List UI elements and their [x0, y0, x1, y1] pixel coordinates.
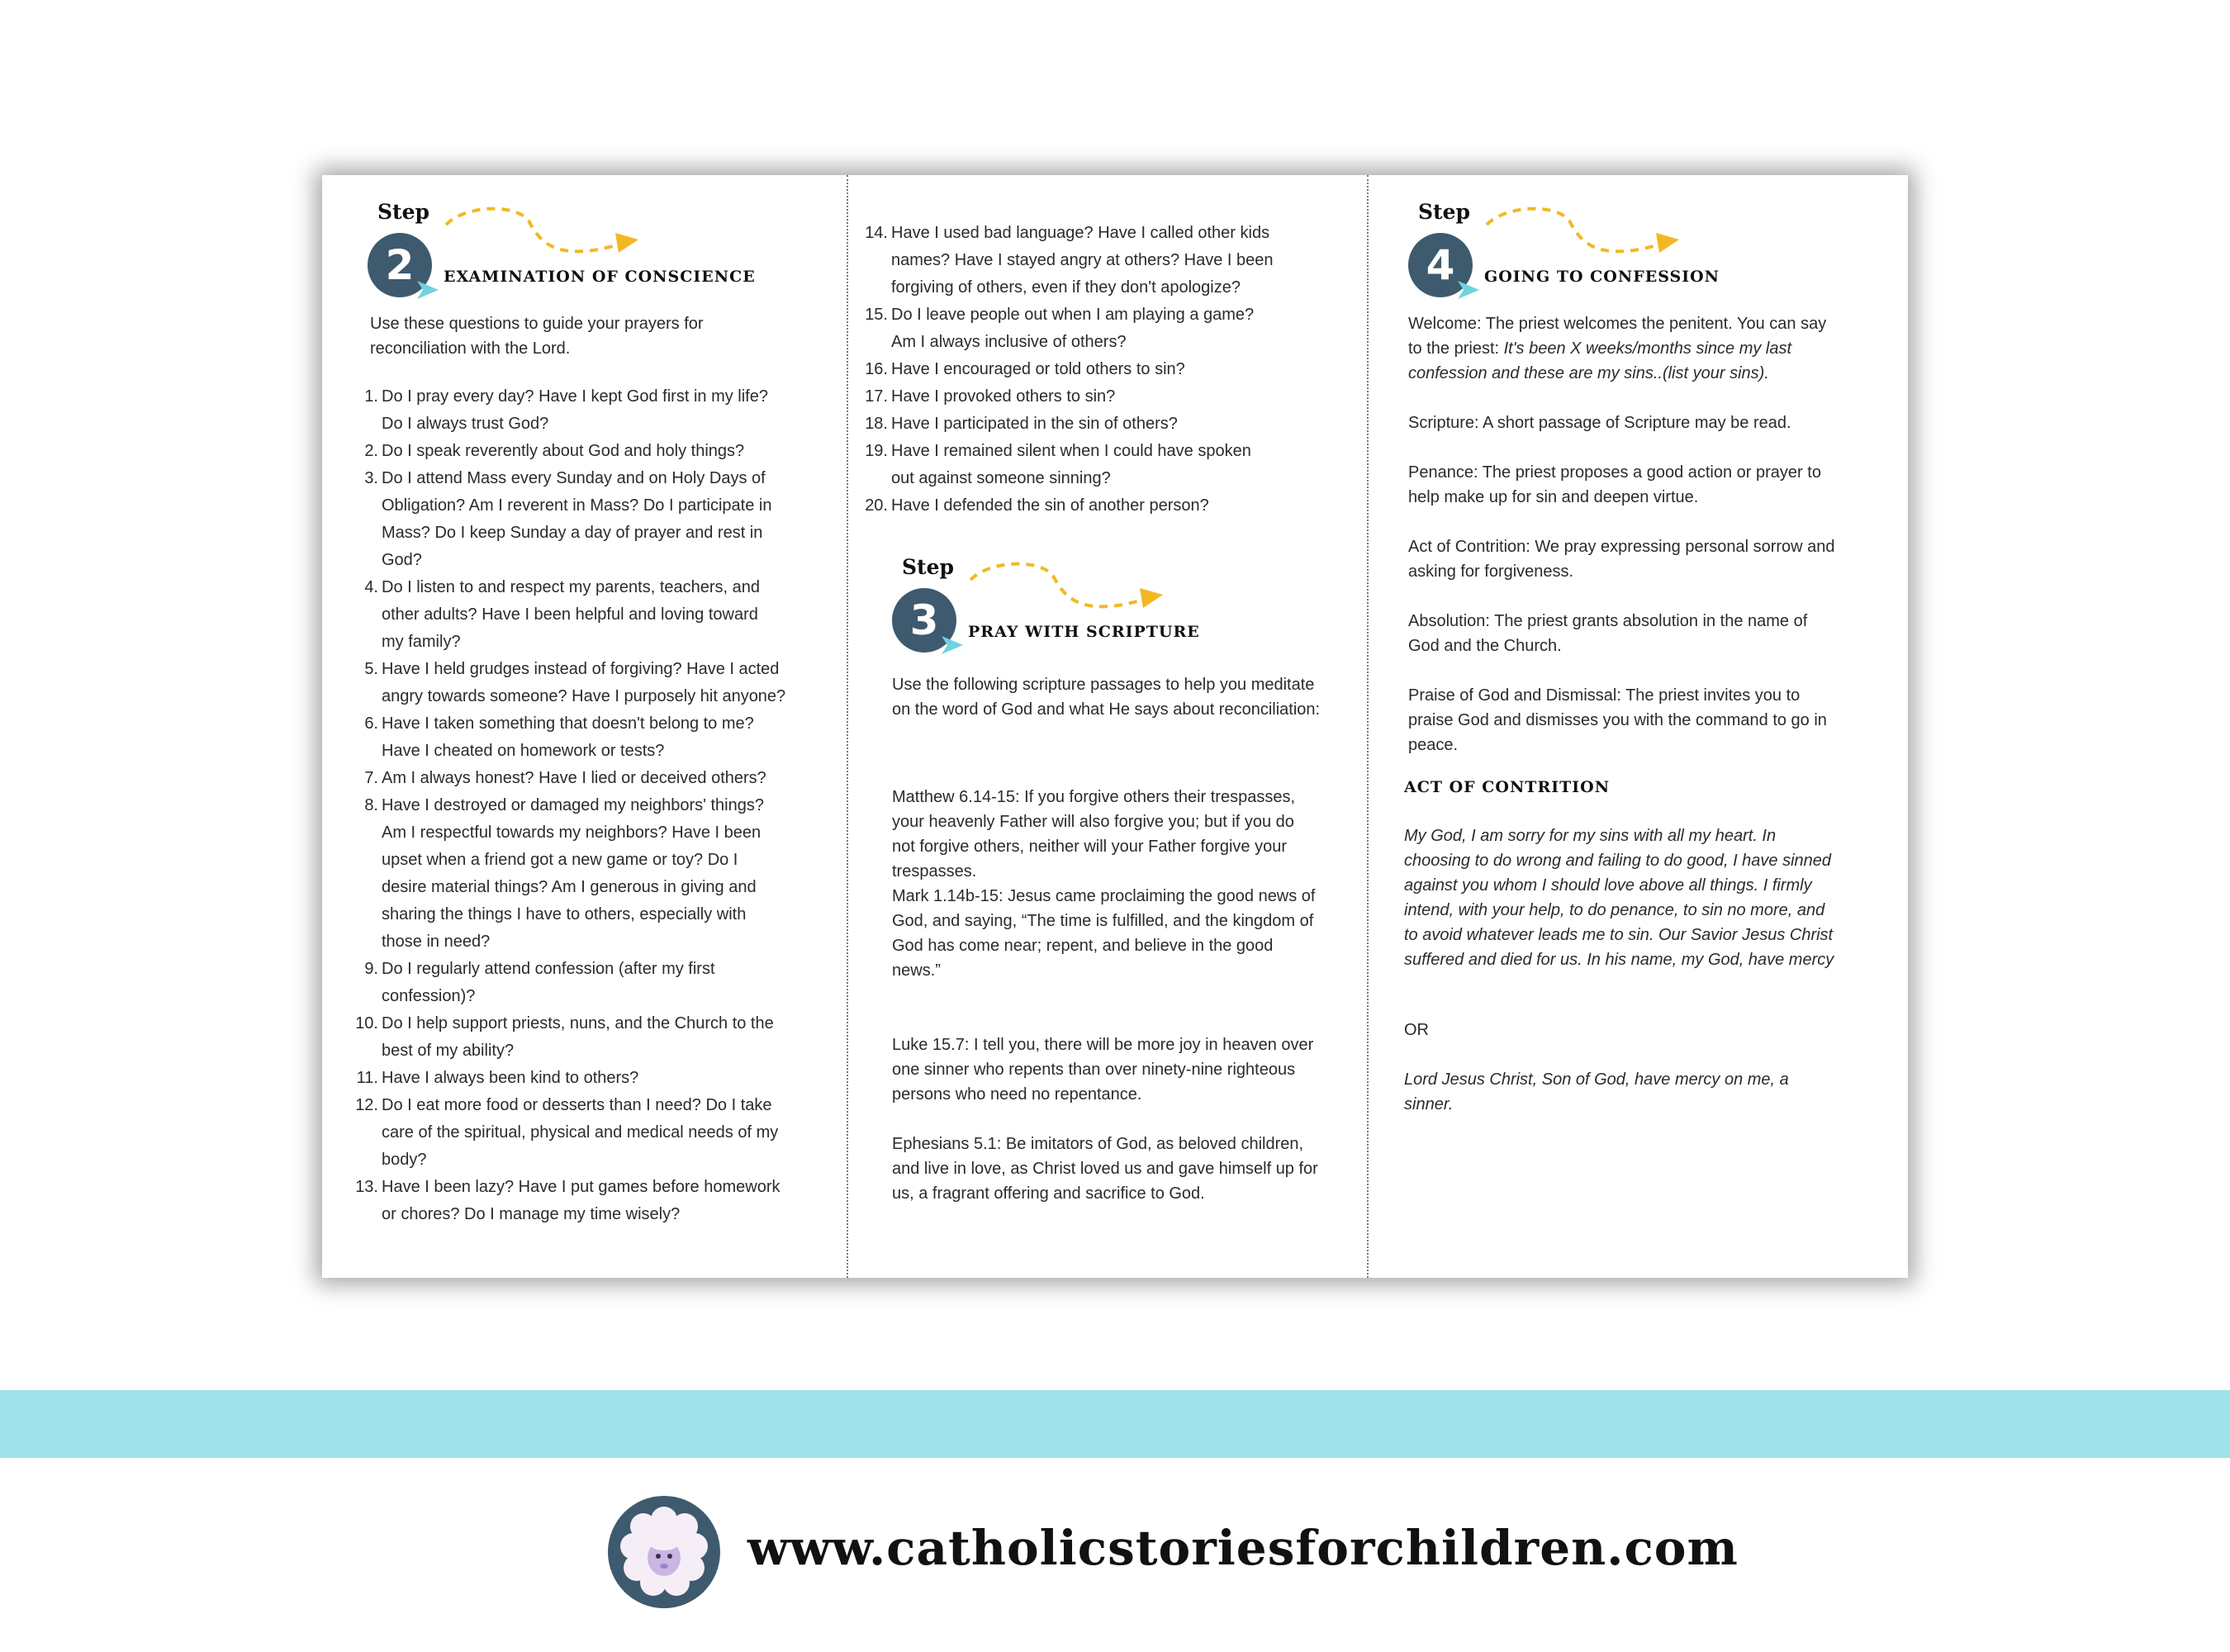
question-line: Have I remained silent when I could have spoken: [891, 442, 1251, 460]
question-number: 8.: [364, 796, 378, 814]
question-item: [353, 656, 833, 710]
step-title: PRAY WITH SCRIPTURE: [968, 623, 1200, 641]
question-item: [353, 1092, 833, 1174]
question-item: [863, 438, 1355, 492]
column-step-3: [847, 175, 1369, 1278]
question-number: 18.: [865, 415, 888, 433]
dashed-arrow-icon: [442, 200, 640, 266]
question-line: Mass? Do I keep Sunday a day of prayer and rest in: [382, 524, 763, 542]
absolution-paragraph: Absolution: The priest grants absolution in the name of God and the Church.: [1408, 612, 1808, 655]
question-line: Am I respectful towards my neighbors? Have I been: [382, 824, 762, 842]
step-label: Step: [377, 200, 429, 224]
footer-band: [0, 1390, 2230, 1458]
question-line: best of my ability?: [382, 1042, 515, 1060]
question-line: out against someone sinning?: [891, 469, 1111, 487]
question-number: 4.: [364, 578, 378, 596]
question-number: 11.: [356, 1069, 378, 1087]
question-line: Do I regularly attend confession (after my first: [382, 960, 715, 978]
column-step-2: [322, 175, 848, 1278]
question-line: names? Have I stayed angry at others? Have I been: [891, 251, 1274, 269]
question-line: Am I always honest? Have I lied or deceived others?: [382, 769, 766, 787]
question-line: Have I been lazy? Have I put games before homework: [382, 1178, 780, 1196]
question-item: [353, 465, 833, 574]
question-item: [353, 710, 833, 765]
question-line: Do I always trust God?: [382, 415, 549, 433]
badge-tick-icon: [415, 279, 440, 301]
question-line: Have I defended the sin of another person?: [891, 496, 1209, 515]
question-item: [353, 574, 833, 656]
act-of-contrition-heading: ACT OF CONTRITION: [1404, 778, 1611, 796]
question-line: Do I listen to and respect my parents, teachers, and: [382, 578, 761, 596]
step-3-header: [892, 555, 1321, 662]
question-line: those in need?: [382, 933, 491, 951]
step-3-intro: Use the following scripture passages to help you meditate on the word of God and what He says about reconciliation:: [892, 676, 1321, 719]
question-item: [863, 383, 1355, 411]
question-number: 12.: [355, 1096, 378, 1114]
question-line: Do I leave people out when I am playing a game?: [891, 306, 1255, 324]
or-divider: OR: [1404, 1021, 1429, 1039]
question-line: Do I eat more food or desserts than I need? Do I take: [382, 1096, 772, 1114]
welcome-paragraph: [1408, 311, 1838, 386]
question-number: 17.: [865, 387, 888, 406]
question-line: Have I participated in the sin of others?: [891, 415, 1178, 433]
question-line: God?: [382, 551, 422, 569]
welcome-quote: It's been X weeks/months since my last confession and these are my sins..(list your sins).: [1408, 339, 1792, 382]
question-number: 5.: [364, 660, 378, 678]
scripture-passage: Mark 1.14b-15: Jesus came proclaiming the good news of God, and saying, “The time is fulfilled, and the kingdom of God has come near; repent, and believe in the good news.”: [892, 887, 1316, 980]
question-number: 9.: [364, 960, 378, 978]
step-title: EXAMINATION OF CONSCIENCE: [444, 268, 756, 286]
question-number: 7.: [364, 769, 378, 787]
question-number: 10.: [355, 1014, 378, 1032]
dashed-arrow-icon: [1483, 200, 1681, 266]
question-line: Obligation? Am I reverent in Mass? Do I participate in: [382, 496, 772, 515]
short-prayer: Lord Jesus Christ, Son of God, have mercy on me, a sinner.: [1404, 1070, 1789, 1113]
step-number-badge: 4: [1408, 233, 1473, 297]
question-line: desire material things? Am I generous in giving and: [382, 878, 757, 896]
question-line: other adults? Have I been helpful and loving toward: [382, 605, 758, 624]
question-item: [353, 956, 833, 1010]
question-line: confession)?: [382, 987, 476, 1005]
step-number-badge: 2: [368, 233, 432, 297]
question-item: [353, 1010, 833, 1065]
question-number: 16.: [865, 360, 888, 378]
question-line: Do I attend Mass every Sunday and on Holy Days of: [382, 469, 766, 487]
penance-paragraph: Penance: The priest proposes a good action or prayer to help make up for sin and deepen virtue.: [1408, 463, 1821, 506]
question-item: [353, 438, 833, 465]
question-line: Am I always inclusive of others?: [891, 333, 1127, 351]
question-line: Have I encouraged or told others to sin?: [891, 360, 1185, 378]
question-line: Have I always been kind to others?: [382, 1069, 639, 1087]
question-line: Have I destroyed or damaged my neighbors' things?: [382, 796, 764, 814]
question-line: sharing the things I have to others, especially with: [382, 905, 747, 923]
scripture-passage: Matthew 6.14-15: If you forgive others their trespasses, your heavenly Father will also forgive you; but if you do not forgive others, neither will your Father forgive your trespasses.: [892, 788, 1296, 881]
question-item: [863, 220, 1355, 301]
badge-tick-icon: [940, 634, 965, 656]
question-number: 14.: [865, 224, 888, 242]
question-line: Do I speak reverently about God and holy things?: [382, 442, 745, 460]
question-number: 6.: [364, 714, 378, 733]
step-label: Step: [1418, 200, 1470, 224]
question-line: Do I help support priests, nuns, and the Church to the: [382, 1014, 774, 1032]
step-2-header: [368, 200, 797, 307]
brochure-sheet: [322, 175, 1908, 1278]
question-number: 2.: [364, 442, 378, 460]
badge-tick-icon: [1456, 279, 1481, 301]
question-number: 3.: [364, 469, 378, 487]
step-number-badge: 3: [892, 588, 956, 653]
column-step-4: [1367, 175, 1908, 1278]
question-line: upset when a friend got a new game or toy? Do I: [382, 851, 738, 869]
question-item: [863, 356, 1355, 383]
question-line: forgiving of others, even if they don't apologize?: [891, 278, 1241, 297]
step-4-header: [1408, 200, 1871, 307]
question-line: body?: [382, 1151, 427, 1169]
question-number: 20.: [865, 496, 888, 515]
question-line: Do I pray every day? Have I kept God first in my life?: [382, 387, 768, 406]
question-line: my family?: [382, 633, 461, 651]
question-item: [863, 492, 1355, 520]
question-item: [353, 383, 833, 438]
step-title: GOING TO CONFESSION: [1484, 268, 1720, 286]
question-number: 19.: [865, 442, 888, 460]
question-line: care of the spiritual, physical and medical needs of my: [382, 1123, 779, 1142]
step-2-intro: Use these questions to guide your prayers for reconciliation with the Lord.: [370, 315, 704, 358]
question-item: [353, 792, 833, 956]
question-line: Have I cheated on homework or tests?: [382, 742, 665, 760]
contrition-prayer: My God, I am sorry for my sins with all my heart. In choosing to do wrong and failing to do good, I have sinned against you whom I should love above all things. I firmly intend, with your help, to do penance, to sin no more, and to avoid whatever leads me to sin. Our Savior Jesus Christ suffered and died for us. In his name, my God, have mercy: [1404, 827, 1834, 969]
question-item: [863, 411, 1355, 438]
question-line: angry towards someone? Have I purposely hit anyone?: [382, 687, 786, 705]
lamb-logo-icon: [607, 1495, 721, 1609]
dashed-arrow-icon: [966, 555, 1165, 621]
question-item: [863, 301, 1355, 356]
scripture-paragraph: Scripture: A short passage of Scripture may be read.: [1408, 414, 1791, 432]
question-item: [353, 765, 833, 792]
scripture-passage: Luke 15.7: I tell you, there will be more joy in heaven over one sinner who repents than over ninety-nine righteous persons who need no repentance.: [892, 1036, 1314, 1104]
question-list-continued: [863, 220, 1355, 520]
question-line: Have I provoked others to sin?: [891, 387, 1116, 406]
step-label: Step: [902, 555, 954, 579]
welcome-text: Welcome: The priest welcomes the penitent. You can say to the priest:: [1408, 315, 1827, 358]
question-line: or chores? Do I manage my time wisely?: [382, 1205, 681, 1223]
question-number: 15.: [865, 306, 888, 324]
question-item: [353, 1065, 833, 1092]
website-url[interactable]: www.catholicstoriesforchildren.com: [747, 1520, 1739, 1576]
question-item: [353, 1174, 833, 1228]
contrition-paragraph: Act of Contrition: We pray expressing personal sorrow and asking for forgiveness.: [1408, 538, 1835, 581]
praise-paragraph: Praise of God and Dismissal: The priest invites you to praise God and dismisses you with the command to go in peace.: [1408, 686, 1827, 754]
question-line: Have I taken something that doesn't belong to me?: [382, 714, 754, 733]
question-list: [353, 383, 833, 1228]
question-number: 1.: [364, 387, 378, 406]
question-line: Have I held grudges instead of forgiving? Have I acted: [382, 660, 780, 678]
scripture-passage: Ephesians 5.1: Be imitators of God, as beloved children, and live in love, as Christ loved us and gave himself up for us, a fragrant offering and sacrifice to God.: [892, 1135, 1318, 1203]
question-line: Have I used bad language? Have I called other kids: [891, 224, 1270, 242]
question-number: 13.: [355, 1178, 378, 1196]
